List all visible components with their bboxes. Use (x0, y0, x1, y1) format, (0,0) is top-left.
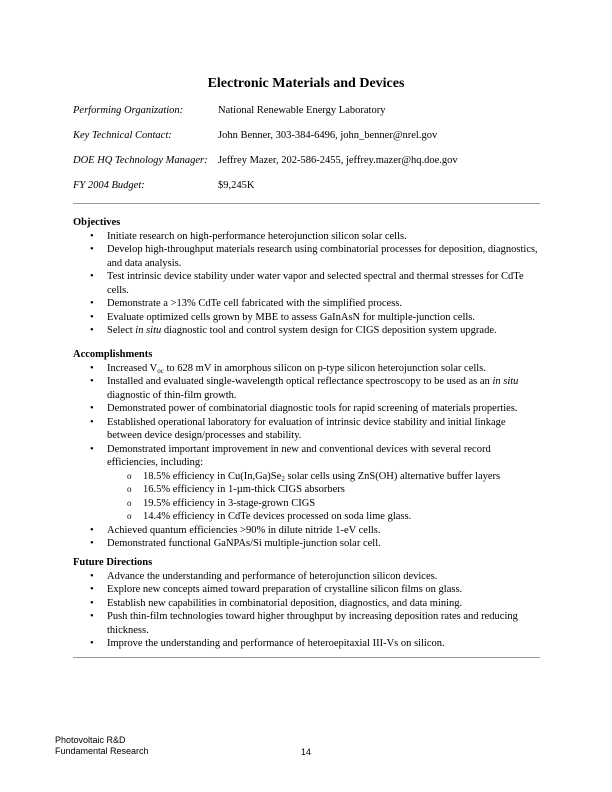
top-divider (73, 203, 540, 204)
text-segment: Select (107, 325, 136, 336)
info-label: FY 2004 Budget: (73, 180, 145, 191)
sub-list-item: o 19.5% efficiency in 3-stage-grown CIGS (107, 497, 543, 511)
footer-program: Photovoltaic R&D (55, 735, 126, 745)
list-item: • Establish new capabilities in combinatorial deposition, diagnostics, and data mining. (73, 597, 543, 611)
future-directions-heading: Future Directions (73, 557, 153, 568)
list-item (73, 324, 543, 338)
list-item: • Improve the understanding and performance of heteroepitaxial III-Vs on silicon. (73, 637, 543, 651)
sub-list-item: o 16.5% efficiency in 1-µm-thick CIGS absorbers (107, 483, 543, 497)
accomplishments-section (73, 348, 543, 551)
future-directions-list (73, 570, 543, 651)
accomplishments-list (73, 362, 543, 551)
page-title: Electronic Materials and Devices (207, 76, 405, 91)
footer-section: Fundamental Research (55, 746, 149, 756)
text-segment: to 628 mV in amorphous silicon on p-type silicon heterojunction solar cells. (163, 362, 486, 374)
info-value: Jeffrey Mazer, 202-586-2455, jeffrey.mazer@hq.doe.gov (218, 155, 458, 166)
text-segment: diagnostic tool and control system design for CIGS deposition system upgrade. (161, 325, 497, 336)
future-directions-section (73, 556, 543, 651)
list-item: • Develop high-throughput materials research using combinatorial processes for deposition, diagnostics, and data analysis. (73, 243, 543, 270)
list-item: • Explore new concepts aimed toward preparation of crystalline silicon films on glass. (73, 583, 543, 597)
info-value: National Renewable Energy Laboratory (218, 105, 386, 116)
accomplishments-heading: Accomplishments (73, 349, 153, 360)
subscript: oc (157, 366, 164, 375)
list-item: • Advance the understanding and performance of heterojunction silicon devices. (73, 570, 543, 584)
list-item: • Demonstrate a >13% CdTe cell fabricated with the simplified process. (73, 297, 543, 311)
objectives-section (73, 216, 543, 338)
list-item: • Demonstrated power of combinatorial diagnostic tools for rapid screening of materials properties. (73, 402, 543, 416)
list-item: • Test intrinsic device stability under water vapor and selected spectral and thermal stresses for CdTe cells. (73, 270, 543, 297)
objectives-heading: Objectives (73, 217, 121, 228)
italic-term: in situ (135, 325, 162, 336)
efficiency-sublist (107, 470, 543, 524)
text-segment: Increased V (107, 362, 158, 374)
info-label: Performing Organization: (73, 105, 184, 116)
text-segment: diagnostic of thin-film growth. (107, 389, 237, 401)
list-item (73, 375, 543, 402)
info-row-manager (73, 154, 458, 168)
text-segment: solar cells using ZnS(OH) alternative buffer layers (284, 470, 501, 482)
info-row-organization (73, 104, 385, 118)
text-segment: Demonstrated important improvement in new and conventional devices with several record efficiencies, including: (107, 443, 491, 468)
page-number: 14 (301, 747, 312, 757)
list-item (73, 362, 543, 376)
sub-list-item (107, 470, 543, 484)
list-item: • Demonstrated functional GaNPAs/Si multiple-junction solar cell. (73, 537, 543, 551)
objectives-list (73, 230, 543, 338)
list-item: • Achieved quantum efficiencies >90% in dilute nitride 1-eV cells. (73, 524, 543, 538)
text-segment: 18.5% efficiency in Cu(In,Ga)Se (143, 470, 282, 482)
list-item: • Established operational laboratory for evaluation of intrinsic device stability and initial linkage between device design/processes and stability. (73, 416, 543, 443)
info-row-contact (73, 129, 437, 143)
subscript: 2 (281, 474, 285, 483)
list-item: • Initiate research on high-performance heterojunction silicon solar cells. (73, 230, 543, 244)
bottom-divider (73, 657, 540, 658)
info-value: John Benner, 303-384-6496, john_benner@nrel.gov (218, 130, 438, 141)
list-item (73, 443, 543, 524)
info-label: DOE HQ Technology Manager: (73, 155, 208, 166)
text-segment: Installed and evaluated single-wavelength optical reflectance spectroscopy to be used as an (107, 376, 493, 387)
info-label: Key Technical Contact: (73, 130, 172, 141)
list-item: • Push thin-film technologies toward higher throughput by increasing deposition rates and reducing thickness. (73, 610, 543, 637)
list-item: • Evaluate optimized cells grown by MBE to assess GaInAsN for multiple-junction cells. (73, 311, 543, 325)
info-row-budget (73, 179, 254, 193)
info-value: $9,245K (218, 180, 255, 191)
sub-list-item: o 14.4% efficiency in CdTe devices processed on soda lime glass. (107, 510, 543, 524)
italic-term: in situ (492, 376, 519, 387)
